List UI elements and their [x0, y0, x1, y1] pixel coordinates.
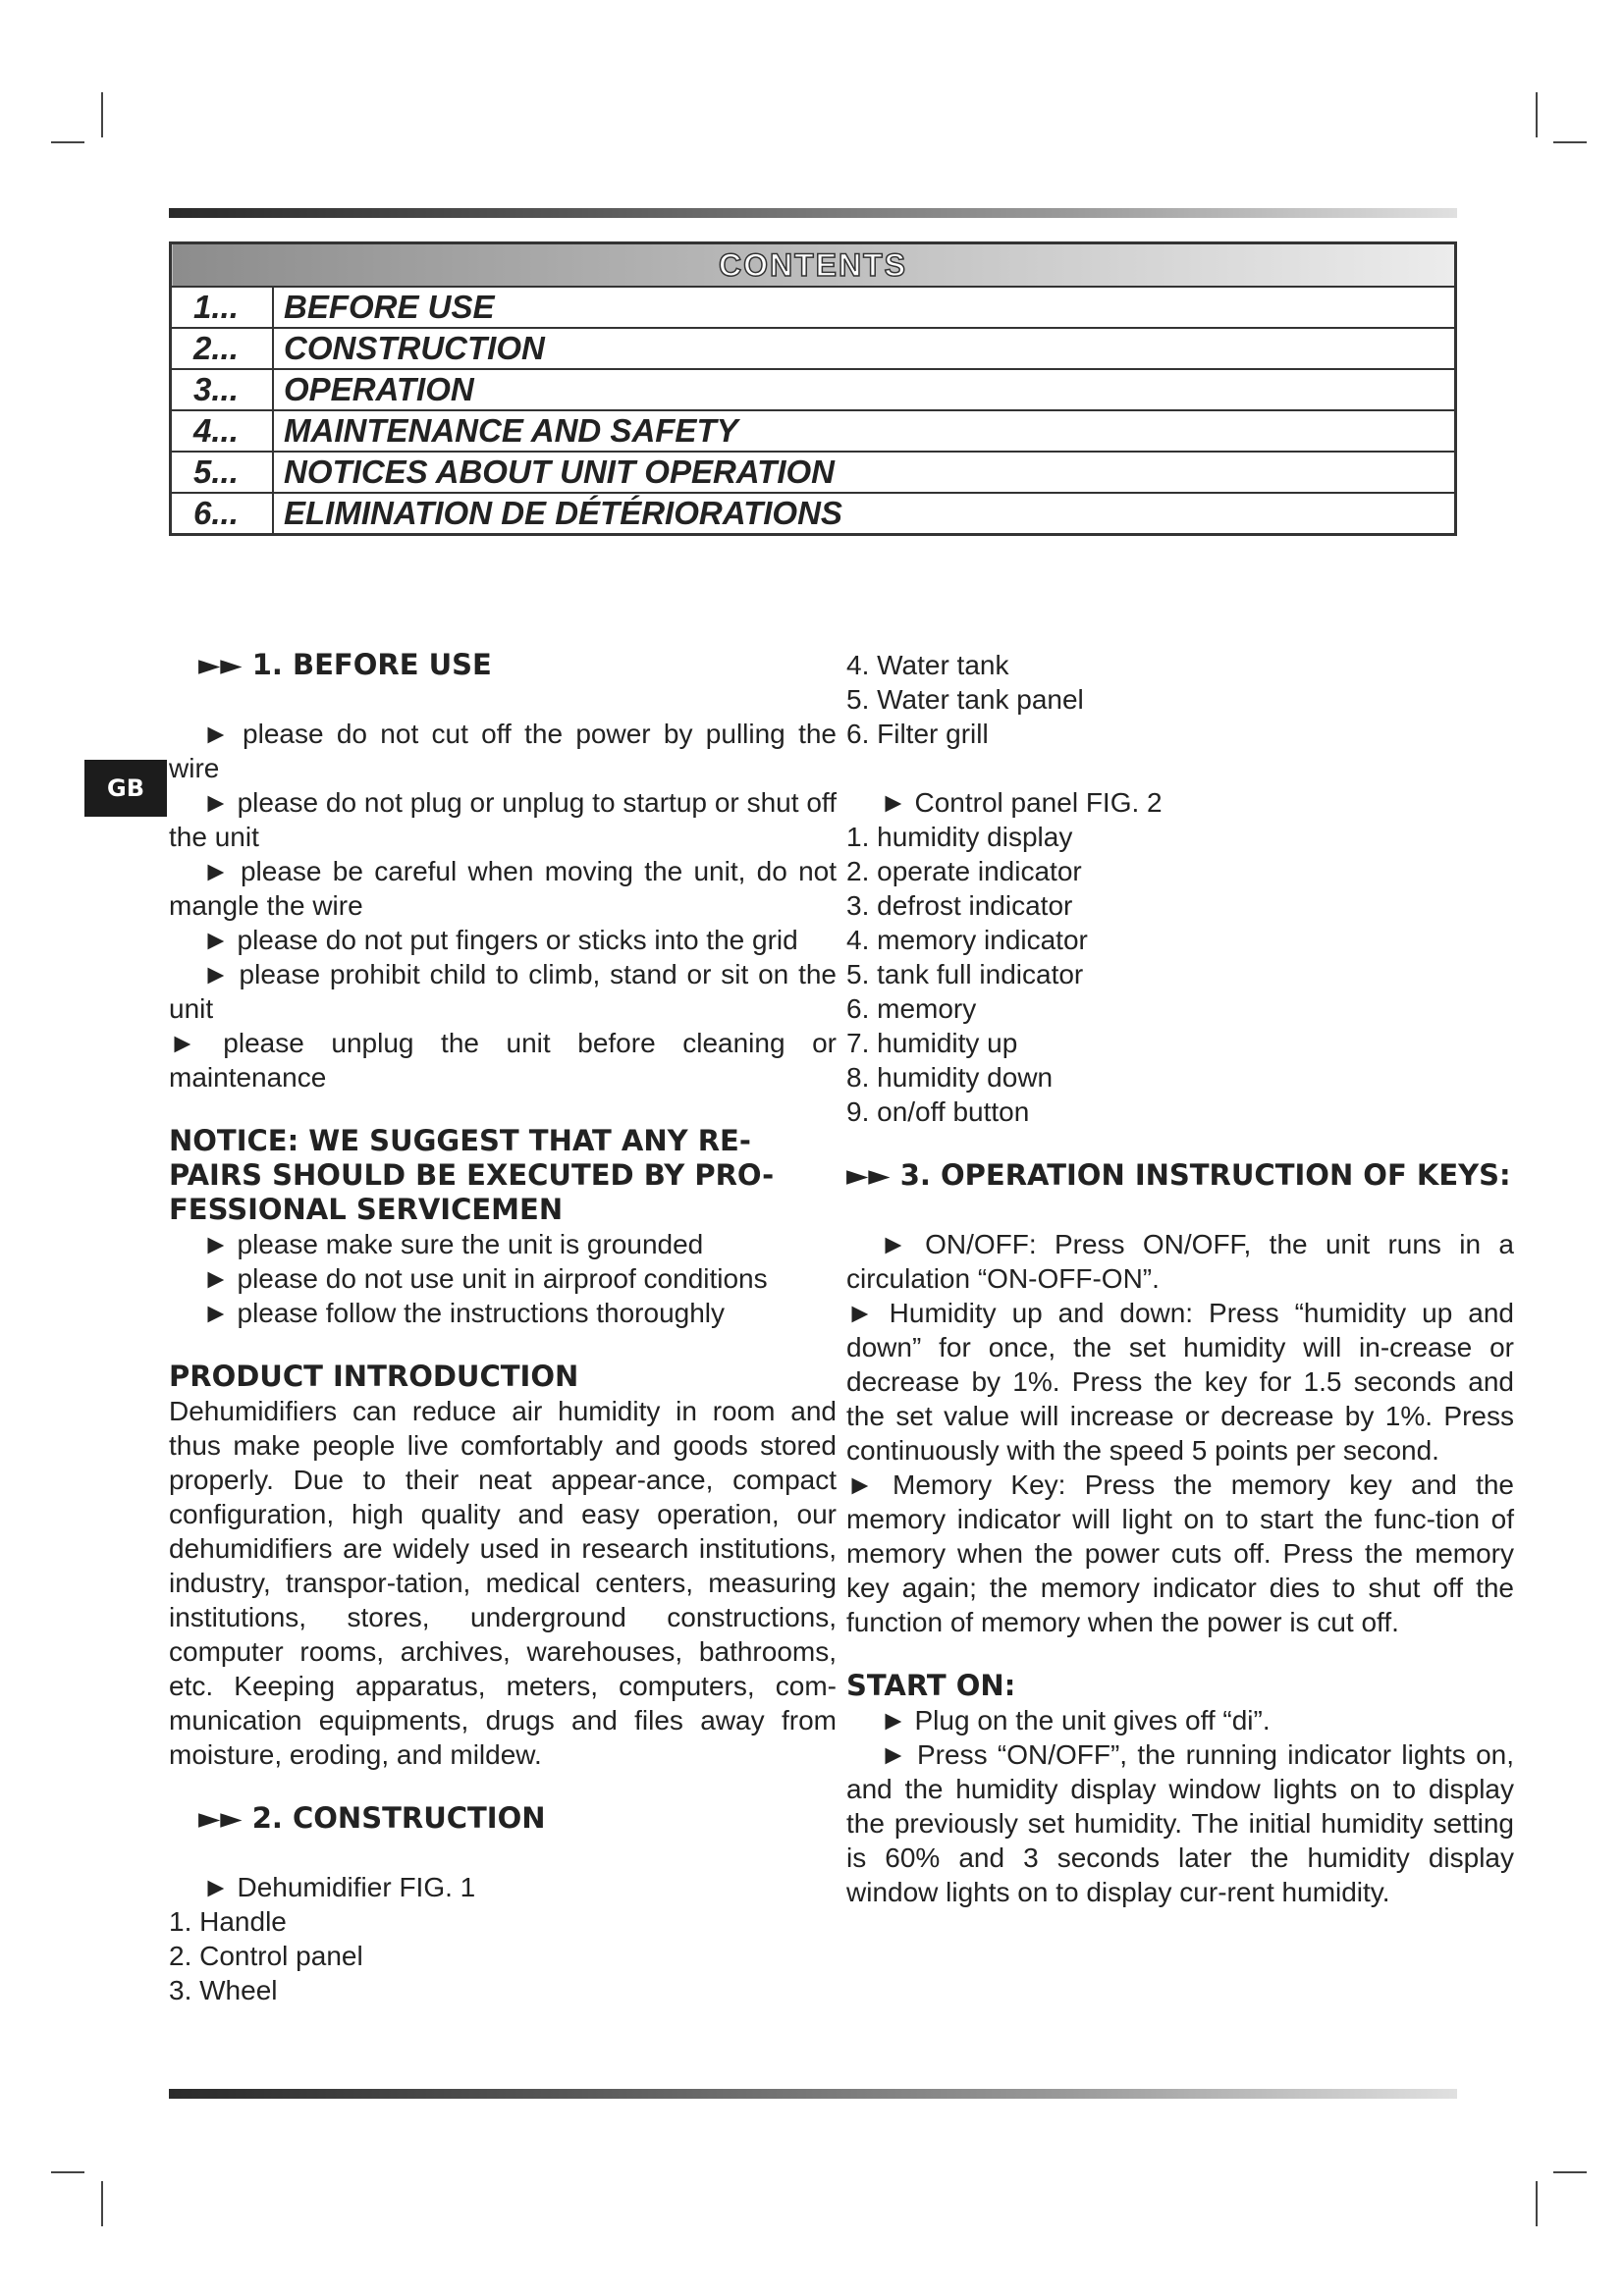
fig2-item: 4. memory indicator: [846, 925, 1088, 955]
contents-label: MAINTENANCE AND SAFETY: [273, 410, 1456, 452]
spacer: [169, 1095, 837, 1124]
contents-number: 1...: [171, 287, 274, 328]
fig2-item: 6. memory: [846, 993, 977, 1024]
fig1-item: 5. Water tank panel: [846, 684, 1084, 715]
product-heading: PRODUCT INTRODUCTION: [169, 1360, 579, 1393]
contents-row: [171, 328, 1456, 369]
crop-mark: [1536, 2181, 1538, 2226]
operation-item: ► ON/OFF: Press ON/OFF, the unit runs in a circulation “ON-OFF-ON”.: [846, 1229, 1514, 1294]
contents-header-cell: [171, 243, 1456, 288]
fig2-item: 7. humidity up: [846, 1028, 1018, 1058]
spacer: [846, 751, 1514, 785]
fig2-title: ► Control panel FIG. 2: [880, 787, 1163, 818]
crop-mark: [51, 2171, 84, 2173]
language-tab: GB: [84, 760, 167, 817]
fig2-item: 3. defrost indicator: [846, 890, 1073, 921]
fig1-title: ► Dehumidifier FIG. 1: [202, 1872, 476, 1902]
notice-item: ► please do not use unit in airproof conditions: [202, 1263, 768, 1294]
spacer: [169, 1772, 837, 1801]
contents-label: BEFORE USE: [273, 287, 1456, 328]
contents-row: [171, 369, 1456, 410]
spacer: [846, 1129, 1514, 1158]
contents-number: 3...: [171, 369, 274, 410]
top-rule: [169, 208, 1457, 218]
crop-mark: [1553, 141, 1587, 143]
before-use-item: ► please do not cut off the power by pulling the wire: [169, 719, 837, 783]
contents-label: OPERATION: [273, 369, 1456, 410]
before-use-heading: ►► 1. BEFORE USE: [198, 648, 492, 681]
operation-item: ► Humidity up and down: Press “humidity up and down” for once, the set humidity will in-crease or decrease by 1%. Press the key for 1.5 seconds and the set value will increase or decrease by 1%. Press continuously with the speed 5 points per second.: [846, 1298, 1514, 1466]
spacer: [169, 682, 837, 717]
contents-table: [169, 241, 1457, 536]
fig1-item: 3. Wheel: [169, 1975, 278, 2005]
contents-number: 5...: [171, 452, 274, 493]
before-use-item: ► please do not plug or unplug to startup or shut off the unit: [169, 787, 837, 852]
notice-heading: NOTICE: WE SUGGEST THAT ANY RE-PAIRS SHOULD BE EXECUTED BY PRO-FESSIONAL SERVICEMEN: [169, 1124, 775, 1226]
crop-mark: [51, 141, 84, 143]
before-use-item: ► please prohibit child to climb, stand or sit on the unit: [169, 959, 837, 1024]
start-item: ► Plug on the unit gives off “di”.: [880, 1705, 1271, 1735]
crop-mark: [1553, 2171, 1587, 2173]
start-item: ► Press “ON/OFF”, the running indicator lights on, and the humidity display window lights on to display the previously set humidity. The initial humidity setting is 60% and 3 seconds later the humidity display window lights on to display cur-rent humidity.: [846, 1739, 1514, 1907]
fig2-item: 5. tank full indicator: [846, 959, 1084, 989]
crop-mark: [101, 92, 103, 137]
bottom-rule: [169, 2089, 1457, 2099]
spacer: [169, 1330, 837, 1360]
operation-item: ► Memory Key: Press the memory key and the memory indicator will light on to start the func-tion of memory when the power cuts off. Press the memory key again; the memory indicator dies to shut off the function of memory when the power is cut off.: [846, 1469, 1514, 1637]
operation-heading: ►► 3. OPERATION INSTRUCTION OF KEYS:: [846, 1158, 1511, 1192]
left-column: [169, 648, 837, 2007]
contents-number: 4...: [171, 410, 274, 452]
crop-mark: [1536, 92, 1538, 137]
fig1-item: 4. Water tank: [846, 650, 1009, 680]
spacer: [846, 1639, 1514, 1669]
contents-row: [171, 493, 1456, 535]
fig1-item: 2. Control panel: [169, 1941, 363, 1971]
spacer: [169, 1836, 837, 1870]
contents-number: 2...: [171, 328, 274, 369]
before-use-item: ► please unplug the unit before cleaning or maintenance: [169, 1028, 837, 1093]
contents-header-row: [171, 243, 1456, 288]
right-column: [846, 648, 1514, 1909]
before-use-item: ► please be careful when moving the unit, do not mangle the wire: [169, 856, 837, 921]
crop-mark: [101, 2181, 103, 2226]
fig1-item: 6. Filter grill: [846, 719, 989, 749]
contents-number: 6...: [171, 493, 274, 535]
fig2-item: 9. on/off button: [846, 1096, 1030, 1127]
start-heading: START ON:: [846, 1669, 1016, 1702]
contents-row: [171, 287, 1456, 328]
notice-item: ► please follow the instructions thoroughly: [202, 1298, 725, 1328]
construction-heading: ►► 2. CONSTRUCTION: [198, 1801, 546, 1835]
spacer: [846, 1193, 1514, 1227]
fig2-item: 2. operate indicator: [846, 856, 1082, 886]
fig2-item: 1. humidity display: [846, 822, 1073, 852]
contents-row: [171, 452, 1456, 493]
contents-label: CONSTRUCTION: [273, 328, 1456, 369]
product-text: Dehumidifiers can reduce air humidity in room and thus make people live comfortably and goods stored properly. Due to their neat appear-ance, compact configuration, high quality and easy operation, our dehumidifiers are widely used in research institutions, industry, transpor-tation, medical centers, measuring institutions, stores, underground constructions, computer rooms, archives, warehouses, bathrooms, etc. Keeping apparatus, meters, computers, com-munication equipments, drugs and files away from moisture, eroding, and mildew.: [169, 1396, 837, 1770]
fig2-item: 8. humidity down: [846, 1062, 1054, 1093]
before-use-item: ► please do not put fingers or sticks into the grid: [202, 925, 798, 955]
fig1-item: 1. Handle: [169, 1906, 287, 1937]
contents-row: [171, 410, 1456, 452]
notice-item: ► please make sure the unit is grounded: [202, 1229, 704, 1259]
contents-label: NOTICES ABOUT UNIT OPERATION: [273, 452, 1456, 493]
contents-title: CONTENTS: [719, 247, 907, 283]
contents-label: ELIMINATION DE DÉTÉRIORATIONS: [273, 493, 1456, 535]
